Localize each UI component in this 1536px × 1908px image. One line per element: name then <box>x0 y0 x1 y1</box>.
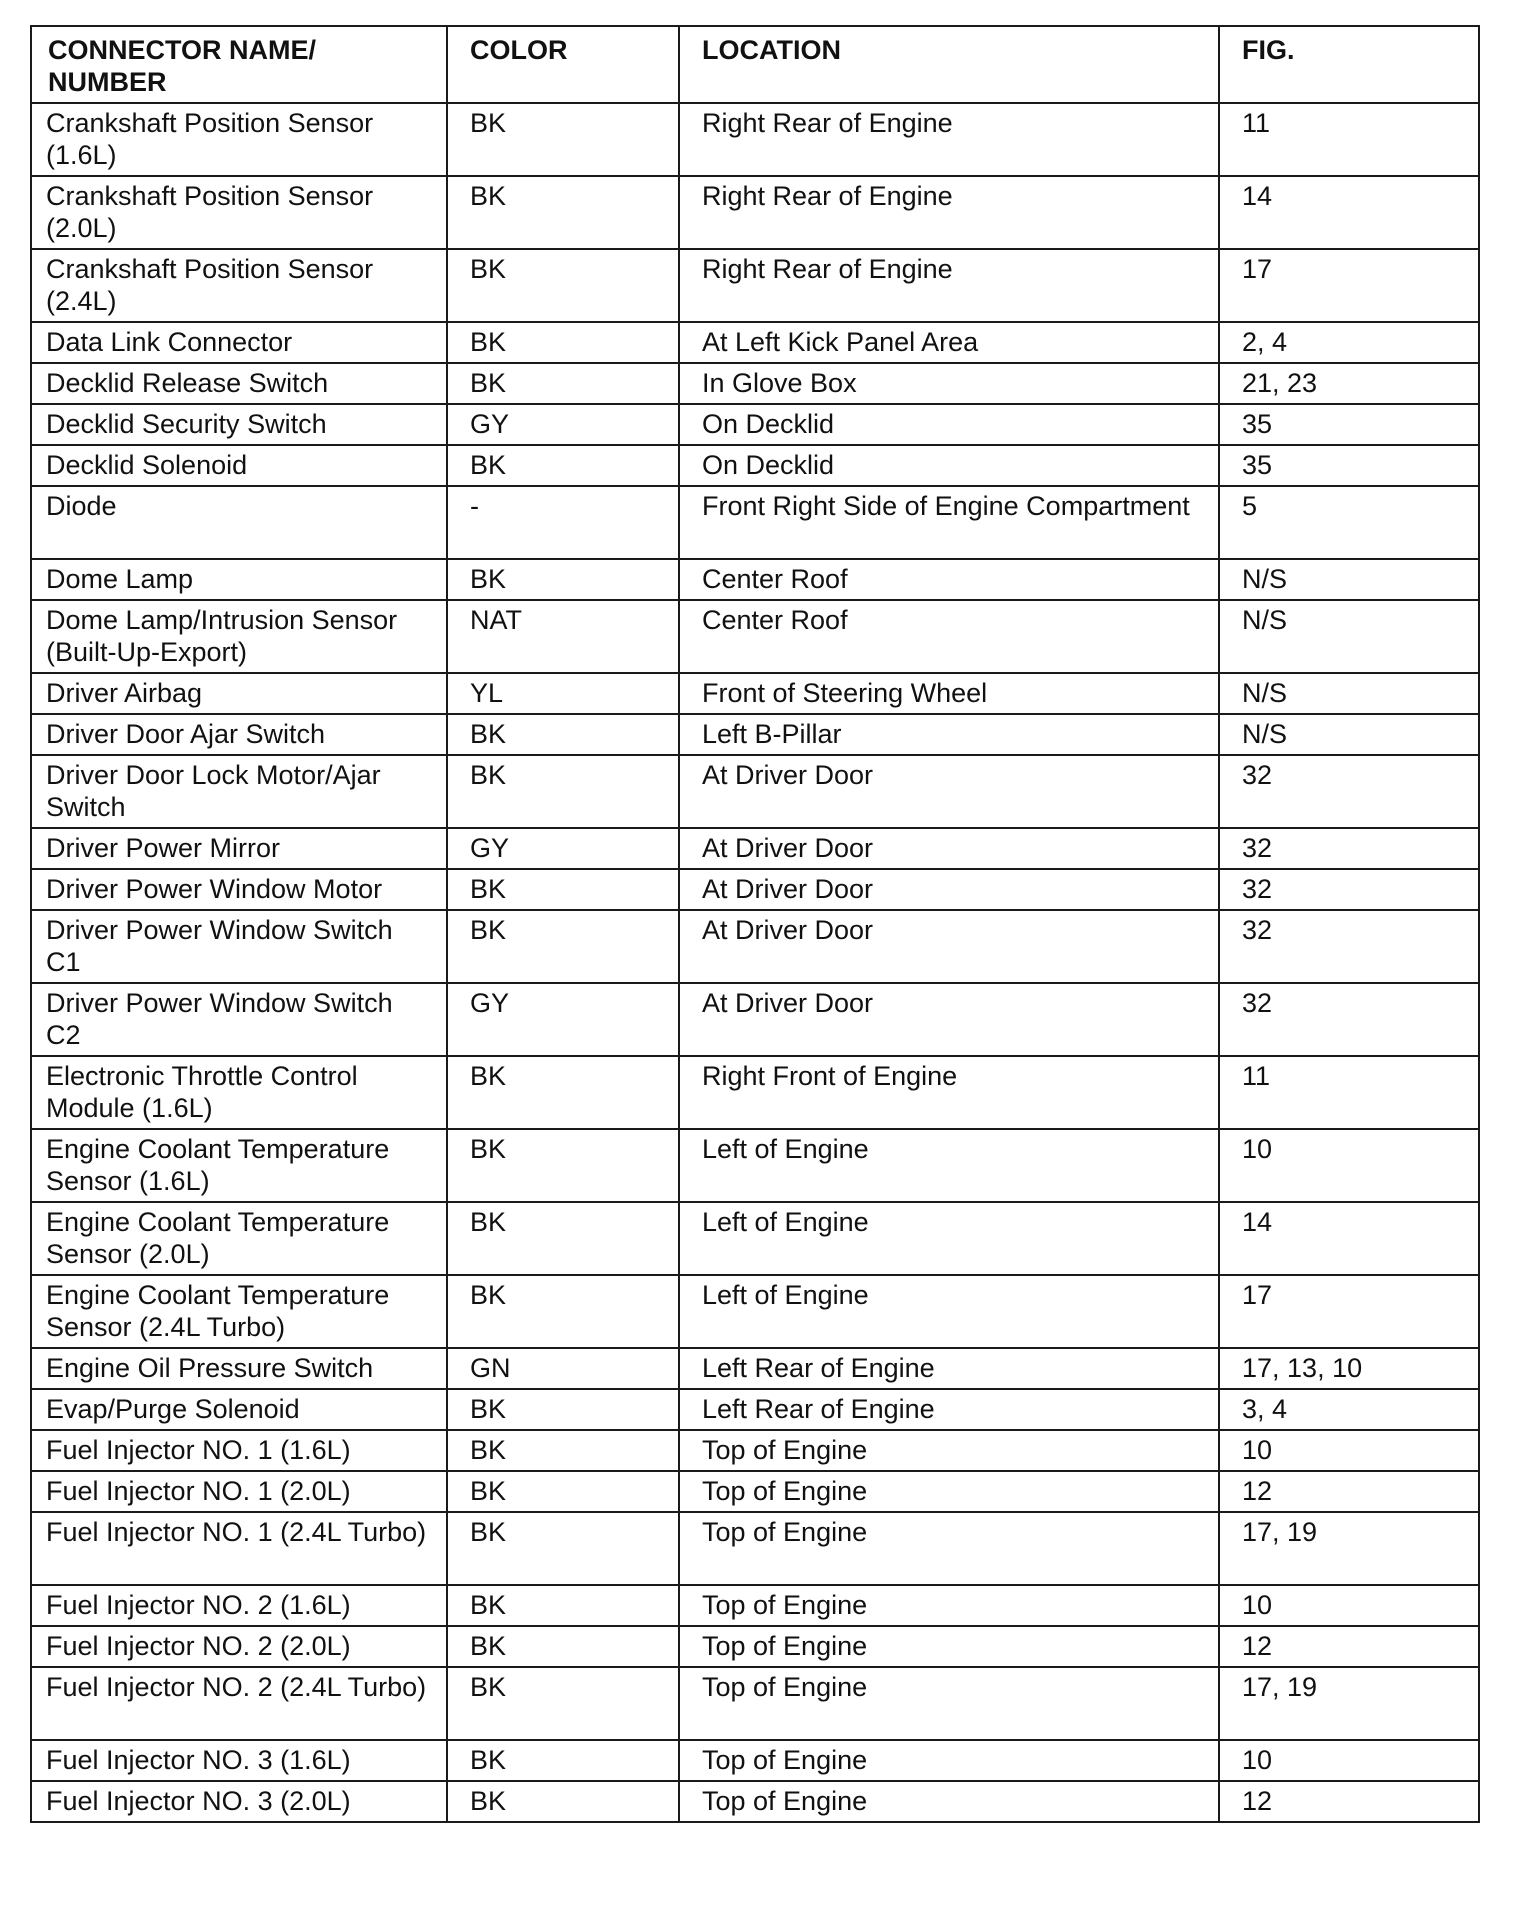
connector-fig: N/S <box>1219 714 1479 755</box>
connector-color: BK <box>447 1471 679 1512</box>
table-row <box>31 363 1479 404</box>
connector-location: Left Rear of Engine <box>679 1389 1219 1430</box>
table-row <box>31 1781 1479 1822</box>
table-row <box>31 1129 1479 1202</box>
connector-location: Top of Engine <box>679 1740 1219 1781</box>
connector-name: Engine Oil Pressure Switch <box>31 1348 447 1389</box>
connector-color: BK <box>447 445 679 486</box>
table-row <box>31 322 1479 363</box>
connector-fig: 17, 19 <box>1219 1667 1479 1740</box>
connector-name: Decklid Release Switch <box>31 363 447 404</box>
connector-name: Driver Power Mirror <box>31 828 447 869</box>
connector-location: Top of Engine <box>679 1667 1219 1740</box>
connector-location: At Driver Door <box>679 910 1219 983</box>
table-row <box>31 755 1479 828</box>
connector-fig: 12 <box>1219 1781 1479 1822</box>
connector-color: BK <box>447 910 679 983</box>
connector-location: Top of Engine <box>679 1471 1219 1512</box>
connector-name: Fuel Injector NO. 1 (2.4L Turbo) <box>31 1512 447 1585</box>
connector-location: Top of Engine <box>679 1430 1219 1471</box>
table-row <box>31 1275 1479 1348</box>
connector-location: Left B-Pillar <box>679 714 1219 755</box>
connector-color: BK <box>447 1626 679 1667</box>
connector-fig: 17 <box>1219 249 1479 322</box>
connector-name: Driver Power Window Switch C1 <box>31 910 447 983</box>
table-row <box>31 714 1479 755</box>
table-row <box>31 1667 1479 1740</box>
connector-fig: 10 <box>1219 1585 1479 1626</box>
connector-location: At Driver Door <box>679 869 1219 910</box>
connector-fig: 32 <box>1219 869 1479 910</box>
connector-name: Decklid Security Switch <box>31 404 447 445</box>
connector-name: Engine Coolant Temperature Sensor (1.6L) <box>31 1129 447 1202</box>
connector-name: Crankshaft Position Sensor (1.6L) <box>31 103 447 176</box>
connector-name: Evap/Purge Solenoid <box>31 1389 447 1430</box>
connector-location: Front of Steering Wheel <box>679 673 1219 714</box>
connector-name: Fuel Injector NO. 1 (2.0L) <box>31 1471 447 1512</box>
connector-color: BK <box>447 1129 679 1202</box>
header-color: COLOR <box>447 26 679 103</box>
connector-name: Dome Lamp/Intrusion Sensor (Built-Up-Export) <box>31 600 447 673</box>
connector-location: Top of Engine <box>679 1512 1219 1585</box>
connector-fig: 14 <box>1219 1202 1479 1275</box>
connector-fig: 10 <box>1219 1740 1479 1781</box>
connector-color: BK <box>447 249 679 322</box>
connector-fig: N/S <box>1219 673 1479 714</box>
connector-fig: N/S <box>1219 559 1479 600</box>
connector-fig: 11 <box>1219 1056 1479 1129</box>
connector-location: Right Rear of Engine <box>679 249 1219 322</box>
connector-location: At Left Kick Panel Area <box>679 322 1219 363</box>
connector-table-page <box>30 25 1478 1823</box>
connector-fig: 35 <box>1219 445 1479 486</box>
connector-color: BK <box>447 714 679 755</box>
connector-name: Fuel Injector NO. 3 (1.6L) <box>31 1740 447 1781</box>
connector-name: Driver Door Ajar Switch <box>31 714 447 755</box>
connector-fig: 17 <box>1219 1275 1479 1348</box>
connector-fig: 14 <box>1219 176 1479 249</box>
connector-location: Center Roof <box>679 559 1219 600</box>
table-row <box>31 910 1479 983</box>
connector-location: Top of Engine <box>679 1585 1219 1626</box>
table-row <box>31 1626 1479 1667</box>
table-row <box>31 1389 1479 1430</box>
header-fig: FIG. <box>1219 26 1479 103</box>
connector-location: Left of Engine <box>679 1129 1219 1202</box>
connector-name: Fuel Injector NO. 2 (2.4L Turbo) <box>31 1667 447 1740</box>
table-row <box>31 983 1479 1056</box>
connector-location: Top of Engine <box>679 1781 1219 1822</box>
connector-color: BK <box>447 103 679 176</box>
connector-location: Right Rear of Engine <box>679 103 1219 176</box>
connector-location: Top of Engine <box>679 1626 1219 1667</box>
connector-location: On Decklid <box>679 445 1219 486</box>
connector-color: BK <box>447 1667 679 1740</box>
connector-color: BK <box>447 1389 679 1430</box>
table-row <box>31 1585 1479 1626</box>
connector-fig: 32 <box>1219 910 1479 983</box>
connector-name: Driver Power Window Motor <box>31 869 447 910</box>
connector-color: - <box>447 486 679 559</box>
table-row <box>31 673 1479 714</box>
connector-fig: 5 <box>1219 486 1479 559</box>
connector-name: Fuel Injector NO. 2 (2.0L) <box>31 1626 447 1667</box>
connector-name: Engine Coolant Temperature Sensor (2.0L) <box>31 1202 447 1275</box>
table-row <box>31 1740 1479 1781</box>
connector-location: Center Roof <box>679 600 1219 673</box>
connector-name: Driver Power Window Switch C2 <box>31 983 447 1056</box>
connector-color: BK <box>447 1275 679 1348</box>
connector-location: In Glove Box <box>679 363 1219 404</box>
connector-name: Dome Lamp <box>31 559 447 600</box>
connector-name: Engine Coolant Temperature Sensor (2.4L Turbo) <box>31 1275 447 1348</box>
connector-name: Decklid Solenoid <box>31 445 447 486</box>
connector-name: Fuel Injector NO. 1 (1.6L) <box>31 1430 447 1471</box>
connector-color: GY <box>447 828 679 869</box>
connector-table <box>30 25 1480 1823</box>
connector-location: At Driver Door <box>679 755 1219 828</box>
connector-fig: 11 <box>1219 103 1479 176</box>
connector-name: Driver Airbag <box>31 673 447 714</box>
connector-color: BK <box>447 1740 679 1781</box>
connector-fig: 35 <box>1219 404 1479 445</box>
connector-fig: 32 <box>1219 828 1479 869</box>
table-row <box>31 600 1479 673</box>
connector-location: Left Rear of Engine <box>679 1348 1219 1389</box>
connector-fig: 10 <box>1219 1430 1479 1471</box>
connector-color: NAT <box>447 600 679 673</box>
connector-fig: N/S <box>1219 600 1479 673</box>
connector-fig: 12 <box>1219 1471 1479 1512</box>
table-row <box>31 1202 1479 1275</box>
connector-location: Front Right Side of Engine Compartment <box>679 486 1219 559</box>
connector-color: BK <box>447 1585 679 1626</box>
connector-fig: 32 <box>1219 755 1479 828</box>
connector-name: Crankshaft Position Sensor (2.4L) <box>31 249 447 322</box>
connector-color: BK <box>447 1430 679 1471</box>
connector-color: BK <box>447 176 679 249</box>
connector-name: Electronic Throttle Control Module (1.6L) <box>31 1056 447 1129</box>
table-row <box>31 869 1479 910</box>
connector-fig: 12 <box>1219 1626 1479 1667</box>
connector-color: BK <box>447 755 679 828</box>
table-row <box>31 1512 1479 1585</box>
connector-color: GY <box>447 983 679 1056</box>
connector-name: Fuel Injector NO. 3 (2.0L) <box>31 1781 447 1822</box>
table-row <box>31 1348 1479 1389</box>
connector-location: Right Rear of Engine <box>679 176 1219 249</box>
table-row <box>31 486 1479 559</box>
connector-location: Left of Engine <box>679 1202 1219 1275</box>
connector-location: Left of Engine <box>679 1275 1219 1348</box>
connector-fig: 17, 19 <box>1219 1512 1479 1585</box>
connector-location: On Decklid <box>679 404 1219 445</box>
connector-color: BK <box>447 1056 679 1129</box>
connector-fig: 17, 13, 10 <box>1219 1348 1479 1389</box>
connector-name: Driver Door Lock Motor/Ajar Switch <box>31 755 447 828</box>
connector-color: BK <box>447 869 679 910</box>
connector-name: Crankshaft Position Sensor (2.0L) <box>31 176 447 249</box>
connector-location: At Driver Door <box>679 828 1219 869</box>
table-row <box>31 445 1479 486</box>
table-row <box>31 1471 1479 1512</box>
table-row <box>31 249 1479 322</box>
connector-fig: 2, 4 <box>1219 322 1479 363</box>
header-location: LOCATION <box>679 26 1219 103</box>
connector-color: BK <box>447 322 679 363</box>
table-row <box>31 1430 1479 1471</box>
table-row <box>31 404 1479 445</box>
connector-color: BK <box>447 363 679 404</box>
connector-fig: 21, 23 <box>1219 363 1479 404</box>
connector-name: Fuel Injector NO. 2 (1.6L) <box>31 1585 447 1626</box>
connector-color: GY <box>447 404 679 445</box>
connector-color: BK <box>447 1202 679 1275</box>
table-row <box>31 828 1479 869</box>
table-row <box>31 1056 1479 1129</box>
connector-color: GN <box>447 1348 679 1389</box>
connector-color: YL <box>447 673 679 714</box>
connector-fig: 3, 4 <box>1219 1389 1479 1430</box>
connector-location: Right Front of Engine <box>679 1056 1219 1129</box>
header-connector-name: CONNECTOR NAME/ NUMBER <box>31 26 447 103</box>
table-header-row <box>31 26 1479 103</box>
table-body <box>31 103 1479 1822</box>
connector-name: Diode <box>31 486 447 559</box>
connector-color: BK <box>447 1781 679 1822</box>
table-row <box>31 103 1479 176</box>
connector-location: At Driver Door <box>679 983 1219 1056</box>
table-row <box>31 176 1479 249</box>
connector-name: Data Link Connector <box>31 322 447 363</box>
connector-color: BK <box>447 559 679 600</box>
connector-fig: 32 <box>1219 983 1479 1056</box>
connector-color: BK <box>447 1512 679 1585</box>
table-row <box>31 559 1479 600</box>
connector-fig: 10 <box>1219 1129 1479 1202</box>
